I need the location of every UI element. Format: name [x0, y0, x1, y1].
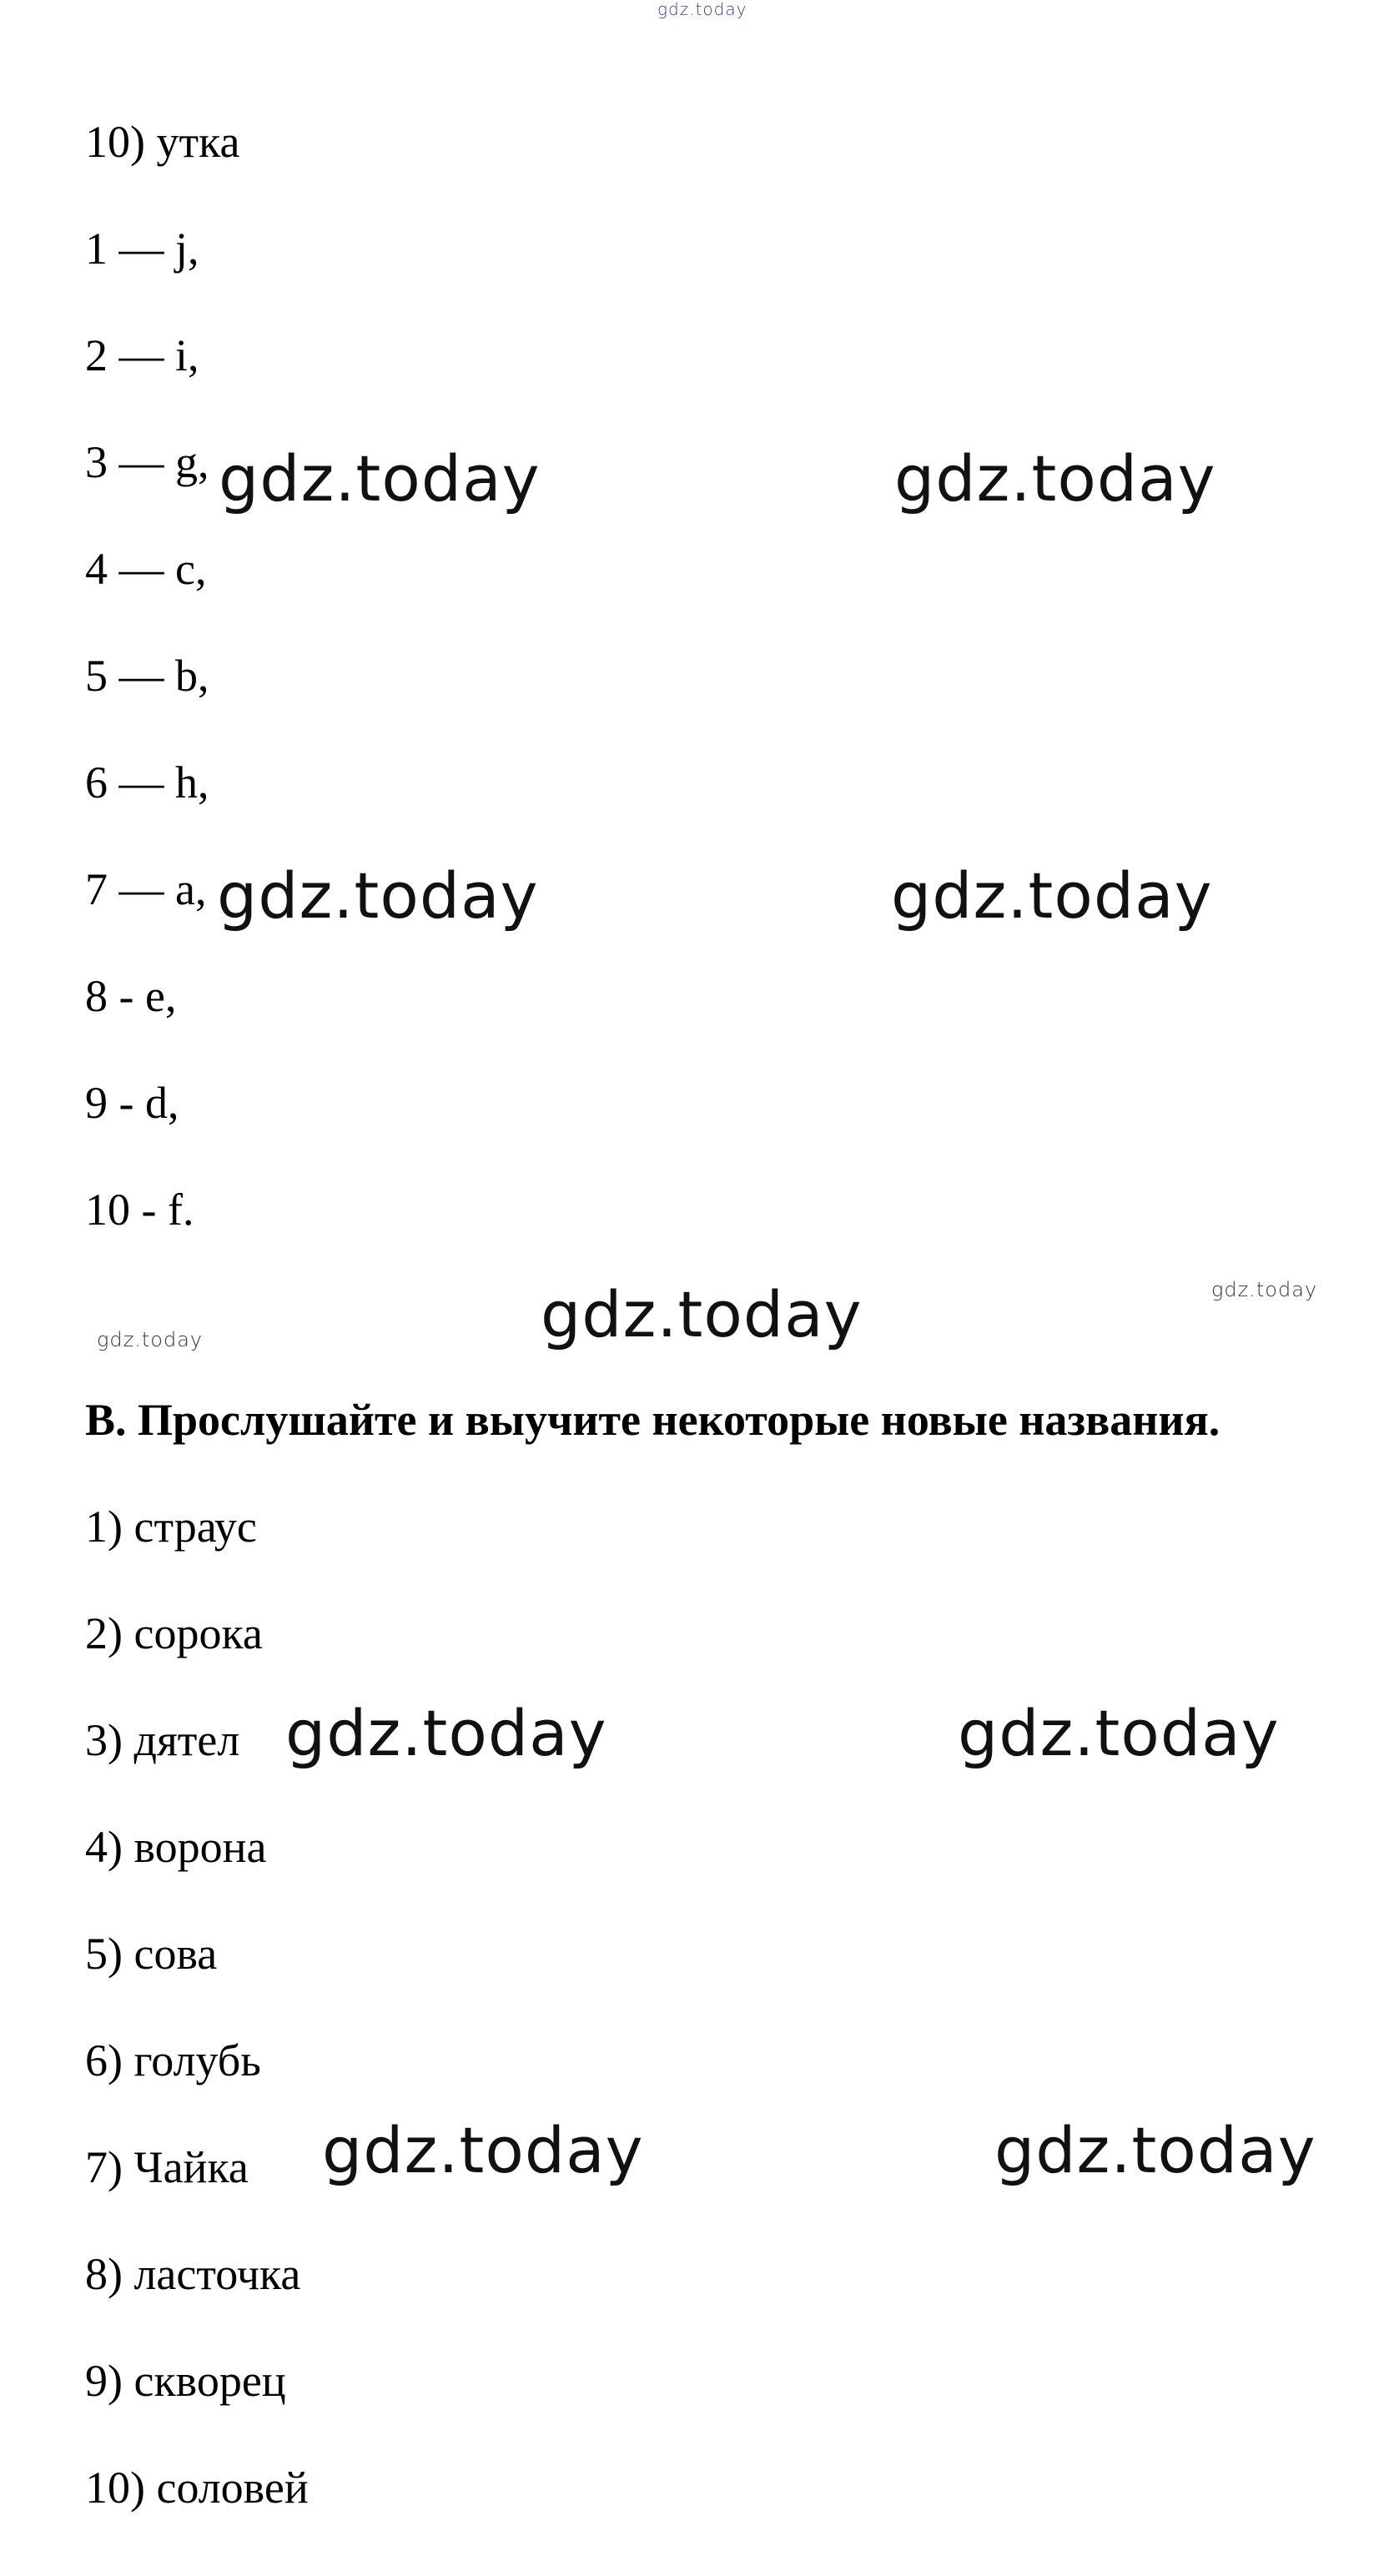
list-item: 4) ворона — [85, 1822, 267, 1872]
list-item: 10) соловей — [85, 2463, 309, 2513]
list-item: 1) страус — [85, 1502, 257, 1552]
watermark-small: gdz.today — [1211, 1278, 1318, 1301]
answer-line: 2 — i, — [85, 330, 199, 380]
answer-line: 10 - f. — [85, 1185, 194, 1235]
watermark: gdz.today — [994, 2113, 1316, 2187]
watermark: gdz.today — [891, 858, 1213, 933]
list-item: 7) Чайка — [85, 2142, 249, 2192]
answer-line: 3 — g, — [85, 437, 209, 487]
watermark-top: gdz.today — [657, 0, 747, 19]
watermark: gdz.today — [958, 1696, 1280, 1770]
list-item: 5) сова — [85, 1929, 218, 1979]
answer-line: 7 — a, — [85, 864, 207, 914]
list-item: 8) ласточка — [85, 2249, 301, 2299]
watermark: gdz.today — [322, 2113, 644, 2187]
watermark: gdz.today — [894, 441, 1216, 516]
watermark: gdz.today — [217, 858, 539, 933]
section-heading: B. Прослушайте и выучите некоторые новые названия. — [85, 1395, 1220, 1445]
watermark: gdz.today — [541, 1277, 863, 1351]
answer-line: 1 — j, — [85, 224, 199, 274]
answer-line: 10) утка — [85, 117, 240, 167]
list-item: 6) голубь — [85, 2035, 261, 2085]
watermark-small: gdz.today — [97, 1328, 204, 1351]
answer-line: 5 — b, — [85, 651, 209, 701]
watermark: gdz.today — [219, 441, 541, 516]
list-item: 3) дятел — [85, 1715, 240, 1765]
watermark: gdz.today — [285, 1696, 607, 1770]
list-item: 2) сорока — [85, 1608, 263, 1658]
answer-line: 4 — c, — [85, 544, 207, 594]
answer-line: 6 — h, — [85, 757, 209, 808]
list-item: 9) скворец — [85, 2356, 286, 2406]
answer-line: 9 - d, — [85, 1078, 179, 1128]
answer-line: 8 - e, — [85, 971, 177, 1021]
